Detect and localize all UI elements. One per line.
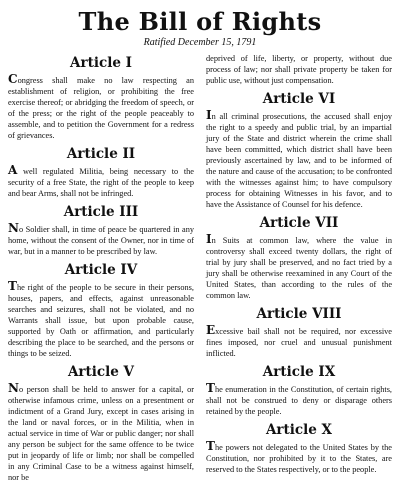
article-text: No person shall be held to answer for a capital, or otherwise infamous crime, unless on a presentment or indictment of a Grand Jury, except in cases arising in the land or naval forces, or in the Militia, when in actual service in time of War or public danger; nor shall any person be subject for the same offence to be twice put in jeopardy of life or limb; nor shall be compelled in any Criminal Case to be a witness against himself, nor be [8,381,194,482]
article-heading: Article VIII [256,306,342,322]
drop-cap: I [206,108,212,122]
drop-cap: A [8,163,18,177]
drop-cap: N [8,221,19,235]
article-text: In Suits at common law, where the value in controversy shall exceed twenty dollars, the right of trial by jury shall be preserved, and no fact tried by a jury shall be otherwise reexamined in any Court of the United States, than according to the rules of the common law. [206,232,392,300]
drop-cap: I [206,232,212,246]
article-10 [206,422,392,475]
article-text: The right of the people to be secure in their persons, houses, papers, and effects, against unreasonable searches and seizures, shall not be violated, and no Warrants shall issue, but upon probable cause, supported by Oath or affirmation, and particularly describing the place to be searched, and the persons or things to be seized. [8,279,194,358]
article-2 [8,146,194,199]
article-text: In all criminal prosecutions, the accused shall enjoy the right to a speedy and public trial, by an impartial jury of the State and district wherein the crime shall have been committed, which district shall have been previously ascertained by law, and to be informed of the nature and cause of the accusation; to be confronted with the witnesses against him; to have compulsory process for obtaining Witnesses in his favor, and to have the Assistance of Counsel for his defence. [206,108,392,209]
article-text: Excessive bail shall not be required, nor excessive fines imposed, nor cruel and unusual punishment inflicted. [206,323,392,358]
drop-cap: T [206,439,215,453]
drop-cap: C [8,72,18,86]
page-title: The Bill of Rights [78,7,322,36]
article-6 [206,91,392,210]
article-3 [8,204,194,257]
article-heading: Article VI [262,91,336,107]
drop-cap: T [8,279,17,293]
page-subtitle: Ratified December 15, 1791 [143,37,257,48]
article-heading: Article V [67,364,135,380]
article-text: The enumeration in the Constitution, of certain rights, shall not be construed to deny or disparage others retained by the people. [206,381,392,416]
article-heading: Article I [70,55,132,71]
article-text: No Soldier shall, in time of peace be quartered in any home, without the consent of the Owner, nor in time of war, but in a manner to be prescribed by law. [8,221,194,256]
right-column [206,53,392,488]
drop-cap: T [206,381,215,395]
article-4 [8,262,194,359]
article-5-continued [206,53,392,86]
article-text-continued: deprived of life, liberty, or property, without due process of law; nor shall private property be taken for public use, without just compensation. [206,54,392,85]
article-heading: Article II [66,146,136,162]
article-text: The powers not delegated to the United States by the Constitution, nor prohibited by it to the States, are reserved to the States respectively, or to the people. [206,439,392,474]
article-9 [206,364,392,417]
article-heading: Article IV [64,262,138,278]
drop-cap: N [8,381,19,395]
article-heading: Article X [265,422,333,438]
drop-cap: E [206,323,216,337]
article-heading: Article IX [262,364,336,380]
article-1 [8,55,194,141]
article-5 [8,364,194,483]
article-text: Congress shall make no law respecting an establishment of religion, or prohibiting the free exercise thereof; or abridging the freedom of speech, or of the press; or the right of the people peaceably to assemble, and to petition the Government for a redress of grievances. [8,72,194,140]
left-column [8,53,194,488]
article-8 [206,306,392,359]
article-7 [206,215,392,301]
article-heading: Article VII [259,215,339,231]
article-text: A well regulated Militia, being necessary to the security of a free State, the right of the people to keep and bear Arms, shall not be infringed. [8,163,194,198]
article-heading: Article III [63,204,139,220]
article-columns [8,53,392,488]
